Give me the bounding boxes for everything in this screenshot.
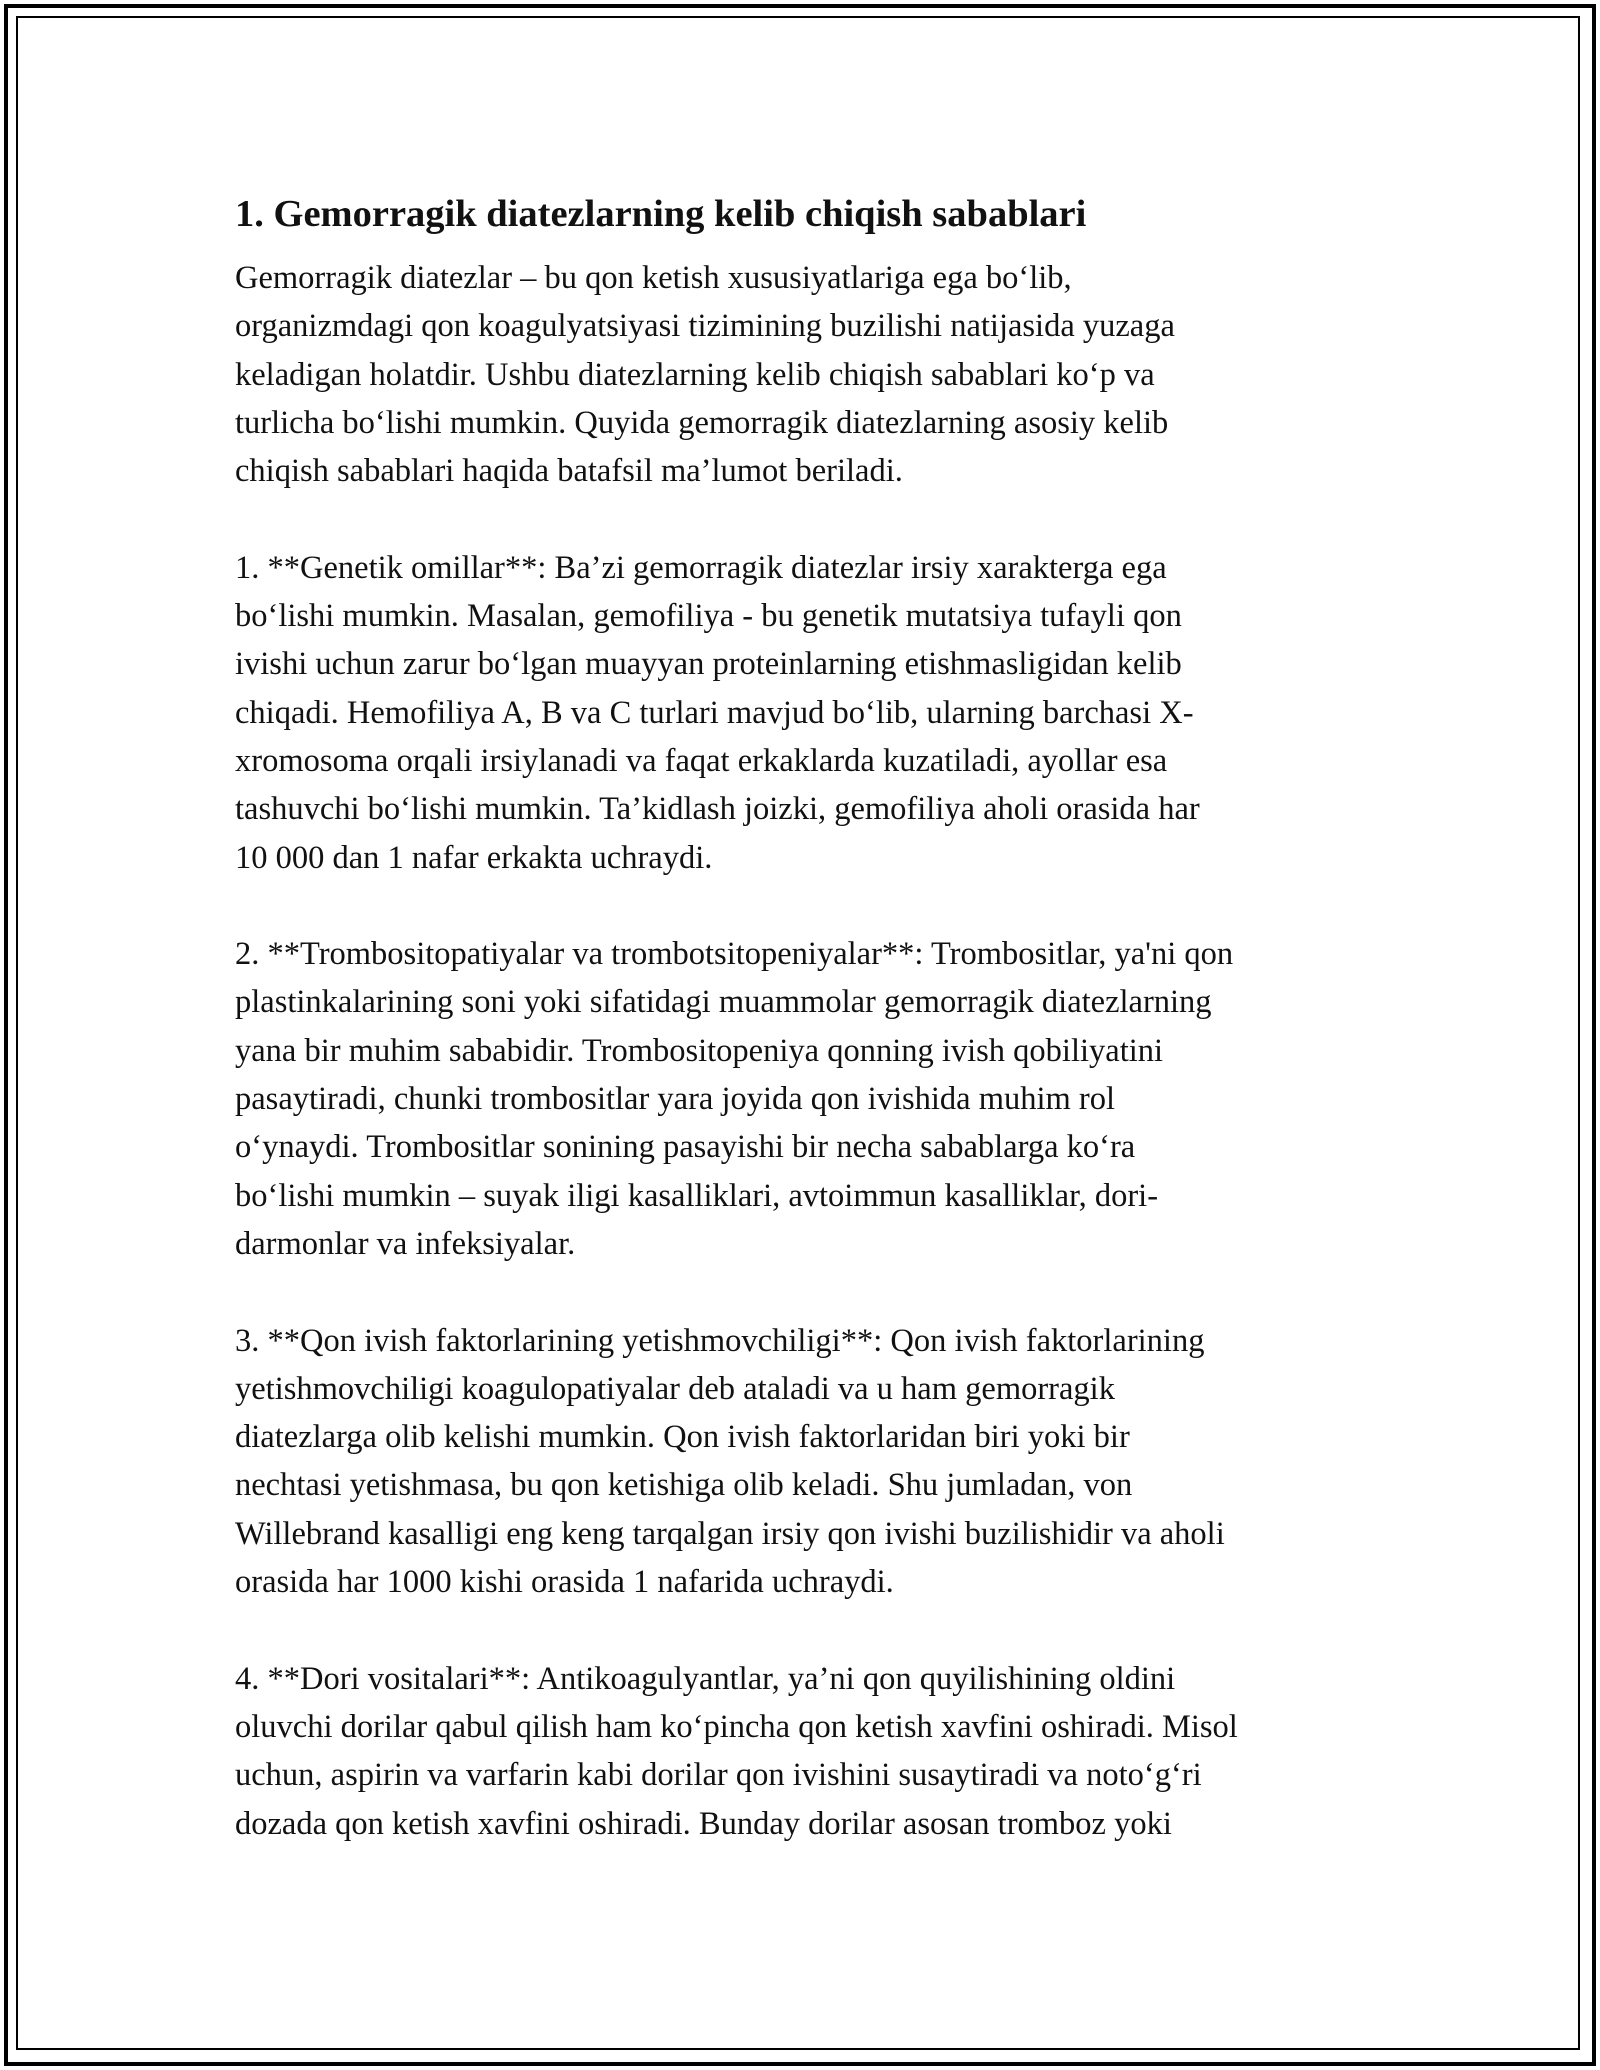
paragraph-thrombocytopathies: 2. **Trombositopatiyalar va trombotsitopeniyalar**: Trombositlar, ya'ni qon plastinkalarining soni yoki sifatidagi muammolar gemorragik diatezlarning yana bir muhim sababidir. Trombositopeniya qonning ivish qobiliyatini pasaytiradi, chunki trombositlar yara joyida qon ivishida muhim rol o‘ynaydi. Trombositlar sonining pasayishi bir necha sabablarga ko‘ra bo‘lishi mumkin – suyak iligi kasalliklari, avtoimmun kasalliklar, dori- darmonlar va infeksiyalar. xyxy=(235,936,1234,1262)
paragraph-clotting-factor-deficiency: 3. **Qon ivish faktorlarining yetishmovchiligi**: Qon ivish faktorlarining yetishmovchiligi koagulopatiyalar deb ataladi va u ham gemorragik diatezlarga olib kelishi mumkin. Qon ivish faktorlaridan biri yoki bir nechtasi yetishmasa, bu qon ketishiga olib keladi. Shu jumladan, von Willebrand kasalligi eng keng tarqalgan irsiy qon ivishi buzilishidir va aholi orasida har 1000 kishi orasida 1 nafarida uchraydi. xyxy=(235,1322,1225,1601)
paragraph-genetic-factors: 1. **Genetik omillar**: Ba’zi gemorragik diatezlar irsiy xarakterga ega bo‘lishi mumkin. Masalan, gemofiliya - bu genetik mutatsiya tufayli qon ivishi uchun zarur bo‘lgan muayyan proteinlarning etishmasligidan kelib chiqadi. Hemofiliya A, B va C turlari mavjud bo‘lib, ularning barchasi X- xromosoma orqali irsiylanadi va faqat erkaklarda kuzatiladi, ayollar esa tashuvchi bo‘lishi mumkin. Ta’kidlash joizki, gemofiliya aholi orasida har 10 000 dan 1 nafar erkakta uchraydi. xyxy=(235,549,1200,876)
document-body xyxy=(235,186,1375,1896)
document-title: 1. Gemorragik diatezlarning kelib chiqish sabablari xyxy=(235,193,1087,235)
paragraph-intro: Gemorragik diatezlar – bu qon ketish xususiyatlariga ega bo‘lib, organizmdagi qon koagulyatsiyasi tizimining buzilishi natijasida yuzaga keladigan holatdir. Ushbu diatezlarning kelib chiqish sabablari ko‘p va turlicha bo‘lishi mumkin. Quyida gemorragik diatezlarning asosiy kelib chiqish sabablari haqida batafsil ma’lumot beriladi. xyxy=(235,260,1175,490)
paragraph-medications: 4. **Dori vositalari**: Antikoagulyantlar, ya’ni qon quyilishining oldini oluvchi dorilar qabul qilish ham ko‘pincha qon ketish xavfini oshiradi. Misol uchun, aspirin va varfarin kabi dorilar qon ivishini susaytiradi va noto‘g‘ri dozada qon ketish xavfini oshiradi. Bunday dorilar asosan tromboz yoki xyxy=(235,1660,1238,1842)
